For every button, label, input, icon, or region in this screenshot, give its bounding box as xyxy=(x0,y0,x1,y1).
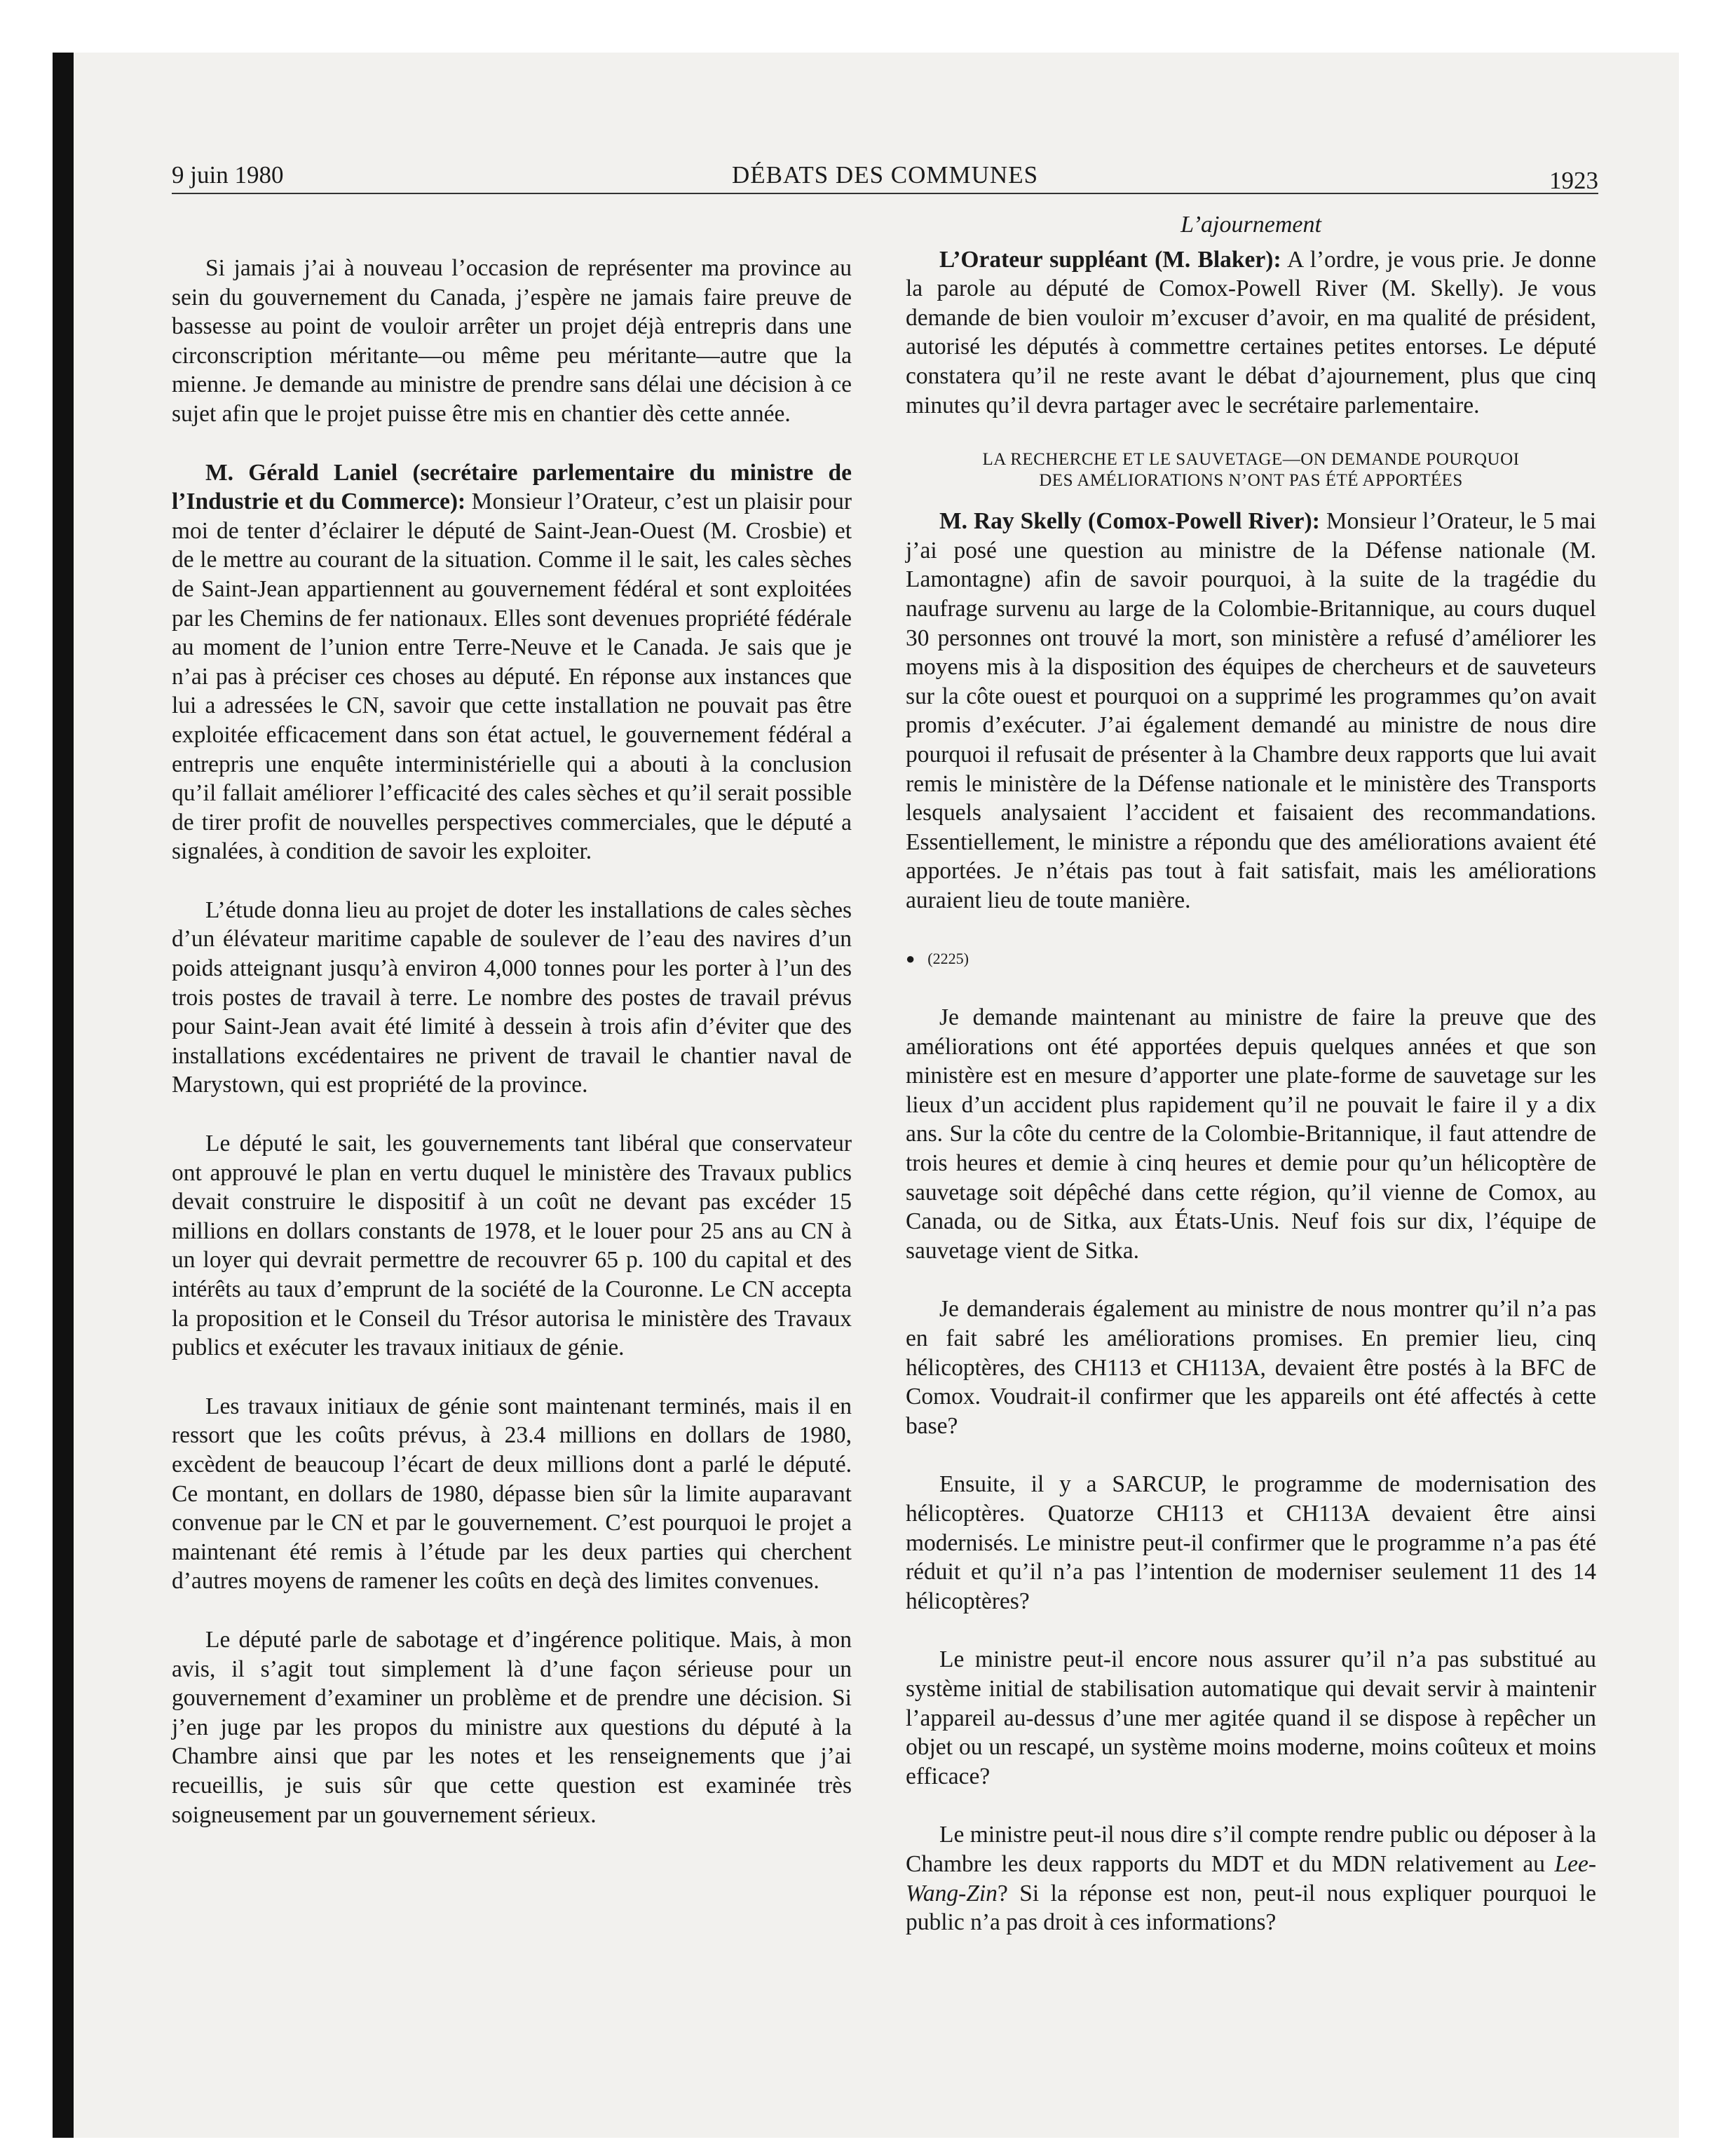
paragraph-text: Monsieur l’Orateur, c’est un plaisir pour moi de tenter d’éclairer le député de Saint-Jean-Ouest (M. Crosbie) et de le mettre au courant de la situation. Comme il le sait, les cales sèches de Saint-Jean appartiennent au gouvernement fédéral et sont exploitées par les Chemins de fer nationaux. Elles sont devenues propriété fédérale au moment de l’union entre Terre-Neuve et le Canada. Je sais que je n’ai pas à préciser ces choses au député. En réponse aux instances que lui a adressées le CN, savoir que cette installation ne pouvait pas être exploitée efficacement dans son état actuel, le gouvernement fédéral a entrepris une enquête interministérielle qui a abouti à la conclusion qu’il fallait améliorer l’efficacité des cales sèches et qu’il serait possible de tirer profit de nouvelles perspectives commerciales, que le député a signalées, à condition de savoir les exploiter. xyxy=(172,489,852,865)
paragraph: Le ministre peut-il encore nous assurer qu’il n’a pas substitué au système initial de stabilisation automatique qui devait servir à maintenir l’appareil au-dessus d’une mer agitée quand il se dispose à repêcher un objet ou un rescapé, un système moins moderne, moins coûteux et moins efficace? xyxy=(906,1646,1596,1789)
speaker-name: M. Ray Skelly (Comox-Powell River): xyxy=(939,508,1320,535)
header-date: 9 juin 1980 xyxy=(172,161,284,189)
time-marker xyxy=(906,944,1596,974)
subheading-line: DES AMÉLIORATIONS N’ONT PAS ÉTÉ APPORTÉES xyxy=(1039,471,1463,491)
speaker-name: L’Orateur suppléant (M. Blaker): xyxy=(939,246,1281,273)
paragraph: Le député le sait, les gouvernements tant libéral que conservateur ont approuvé le plan en vertu duquel le ministère des Travaux publics devait construire le dispositif à un coût ne devant pas excéder 15 millions en dollars constants de 1978, et le louer pour 25 ans au CN à un loyer qui devrait permettre de recouvrer 65 p. 100 du capital et des intérêts au taux d’emprunt de la société de la Couronne. Le CN accepta la proposition et le Conseil du Trésor autorisa le ministère des Travaux publics et exécuter les travaux initiaux de génie. xyxy=(172,1131,852,1361)
subheading-line: LA RECHERCHE ET LE SAUVETAGE—ON DEMANDE POURQUOI xyxy=(982,450,1520,470)
left-column xyxy=(172,210,852,1859)
speaker-name: M. Gérald Laniel (secrétaire parlementaire du ministre de l’Industrie et du Commerce): xyxy=(172,459,852,515)
section-title: L’ajournement xyxy=(1181,212,1321,238)
paragraph-text: Monsieur l’Orateur, le 5 mai j’ai posé une question au ministre de la Défense nationale (M. Lamontagne) afin de savoir pourquoi, à la suite de la tragédie du naufrage survenu au large de la Colombie-Britannique, au cours duquel 30 personnes ont trouvé la mort, son ministère a refusé d’améliorer les moyens mis à la disposition des équipes de chercheurs et de sauveteurs sur la côte ouest et pourquoi on a supprimé les programmes qu’on avait promis d’exécuter. J’ai également demandé au ministre de nous dire pourquoi il refusait de présenter à la Chambre deux rapports que lui avait remis le ministère de la Défense nationale et le ministère des Transports lesquels analysaient l’accident et faisaient des recommandations. Essentiellement, le ministre a répondu que des améliorations avaient été apportées. Je n’étais pas tout à fait satisfait, mais les améliorations auraient lieu de toute manière. xyxy=(906,508,1596,913)
right-column xyxy=(906,210,1596,1967)
paragraph: Je demanderais également au ministre de nous montrer qu’il n’a pas en fait sabré les améliorations promises. En premier lieu, cinq hélicoptères, des CH113 et CH113A, devaient être postés à la BFC de Comox. Voudrait-il confirmer que les appareils ont été affectés à cette base? xyxy=(906,1296,1596,1439)
page-header xyxy=(172,158,1598,194)
page-number: 1923 xyxy=(1549,167,1598,194)
paragraph-text: Le ministre peut-il nous dire s’il compte rendre public ou déposer à la Chambre les deux rapports du MDT et du MDN relativement au xyxy=(906,1822,1596,1877)
paragraph: Le député parle de sabotage et d’ingérence politique. Mais, à mon avis, il s’agit tout simplement là d’une façon sérieuse pour un gouvernement d’examiner un problème et de prendre une décision. Si j’en juge par les propos du ministre aux questions du député à la Chambre ainsi que par les notes et les renseignements que j’ai recueillis, je suis sûr que cette question est examinée très soigneusement par un gouvernement sérieux. xyxy=(172,1626,852,1828)
paragraph xyxy=(906,245,1596,421)
paragraph: L’étude donna lieu au projet de doter les installations de cales sèches d’un élévateur maritime capable de soulever de l’eau des navires d’un poids atteignant jusqu’à environ 4,000 tonnes pour les porter à l’un des trois postes de travail à terre. Le nombre des postes de travail prévus pour Saint-Jean avait été limité à dessein à trois afin d’éviter que des installations excédentaires ne privent de travail le chantier naval de Marystown, qui est propriété de la province. xyxy=(172,896,852,1098)
scan-edge-bar xyxy=(53,53,74,2138)
header-title: DÉBATS DES COMMUNES xyxy=(731,161,1039,189)
bullet-icon: ● xyxy=(906,950,916,968)
ship-name: Lee-Wang-Zin xyxy=(906,1850,1596,1906)
paragraph xyxy=(906,1820,1596,1937)
paragraph: Si jamais j’ai à nouveau l’occasion de représenter ma province au sein du gouvernement du Canada, j’espère ne jamais faire preuve de bassesse au point de vouloir arrêter un projet déjà entrepris dans une circonscription méritante—ou même peu méritante—autre que la mienne. Je demande au ministre de prendre sans délai une décision à ce sujet afin que le projet puisse être mis en chantier dès cette année. xyxy=(172,255,852,427)
time-marker-text: (2225) xyxy=(927,950,969,968)
paragraph-text: ? Si la réponse est non, peut-il nous expliquer pourquoi le public n’a pas droit à ces informations? xyxy=(906,1880,1596,1936)
paragraph: Ensuite, il y a SARCUP, le programme de modernisation des hélicoptères. Quatorze CH113 et CH113A devaient être ainsi modernisés. Le ministre peut-il confirmer que le programme n’a pas été réduit et qu’il n’a pas l’intention de moderniser seulement 11 des 14 hélicoptères? xyxy=(906,1471,1596,1614)
section-subheading xyxy=(906,449,1596,491)
paragraph: Les travaux initiaux de génie sont maintenant terminés, mais il en ressort que les coûts prévus, à 23.4 millions en dollars de 1980, excèdent de beaucoup l’écart de deux millions dont a parlé le député. Ce montant, en dollars de 1980, dépasse bien sûr la limite auparavant convenue par le CN et par le gouvernement. C’est pourquoi le projet a maintenant été remis à l’étude par les deux parties qui cherchent d’autres moyens de ramener les coûts en deçà des limites convenues. xyxy=(172,1393,852,1595)
paragraph: Je demande maintenant au ministre de faire la preuve que des améliorations ont été apportées depuis quelques années et que son ministère est en mesure d’apporter une plate-forme de sauvetage sur les lieux d’un accident plus rapidement qu’il ne pouvait le faire il y a dix ans. Sur la côte du centre de la Colombie-Britannique, il faut attendre de trois heures et demie à cinq heures et demie pour qu’un hélicoptère de sauvetage soit dépêché dans cette région, qu’il vienne de Comox, au Canada, ou de Sitka, aux États-Unis. Neuf fois sur dix, l’équipe de sauvetage vient de Sitka. xyxy=(906,1004,1596,1264)
paragraph-text: A l’ordre, je vous prie. Je donne la parole au député de Comox-Powell River (M. Skelly). Je vous demande de bien vouloir m’excuser d’avoir, en ma qualité de président, autorisé les députés à commettre certaines petites entorses. Le député constatera qu’il ne reste avant le débat d’ajournement, plus que cinq minutes qu’il devra partager avec le secrétaire parlementaire. xyxy=(906,246,1596,418)
paragraph xyxy=(172,458,852,866)
paragraph xyxy=(906,507,1596,915)
